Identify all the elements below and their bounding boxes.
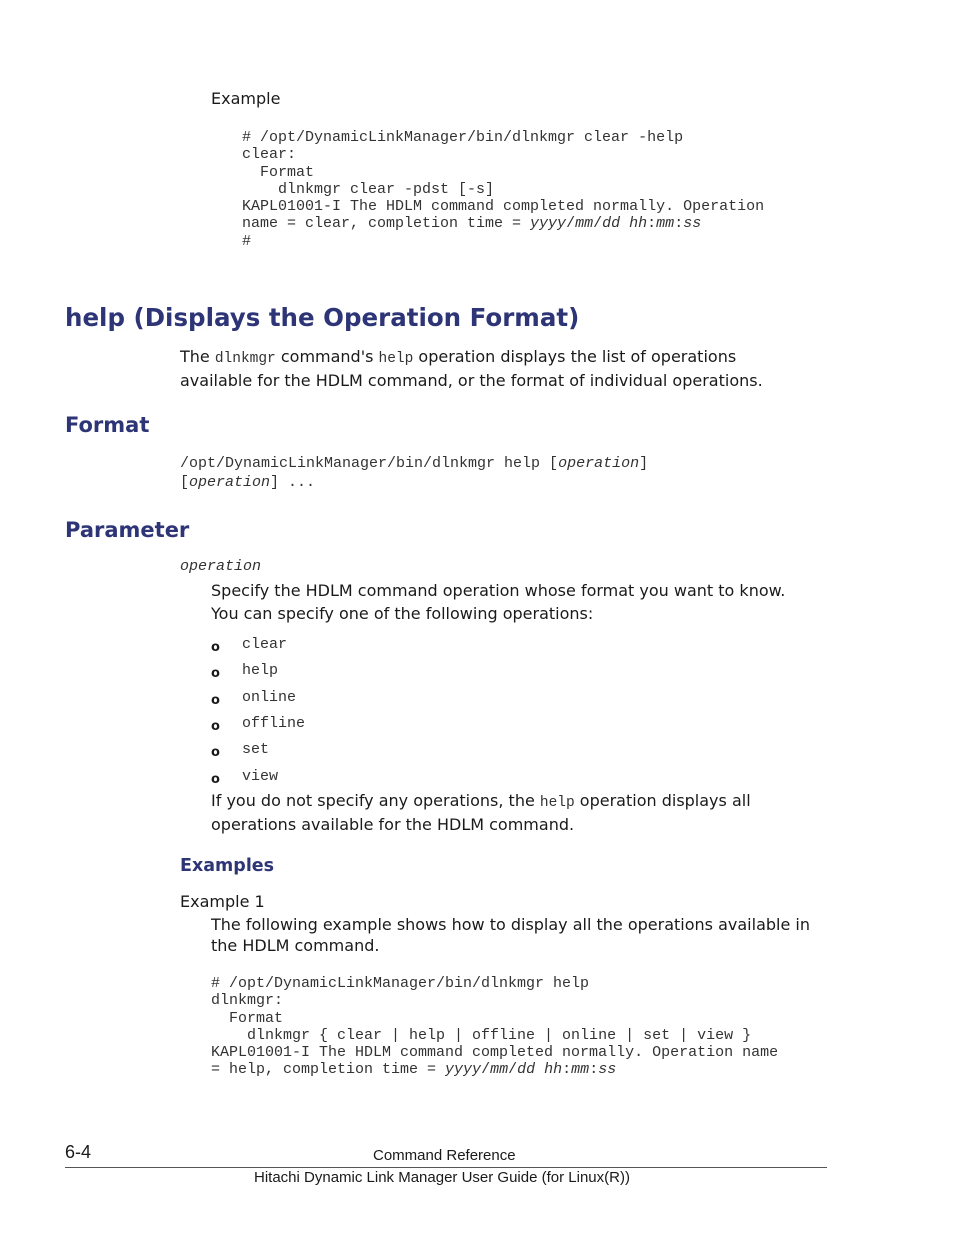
time-placeholder: yyyy <box>530 215 567 233</box>
syntax-text: [ <box>180 474 190 491</box>
code-text <box>620 215 629 232</box>
bullet-icon: o <box>211 693 220 708</box>
code-line: dlnkmgr clear -pdst [-s] <box>242 180 495 198</box>
list-item-text: clear <box>242 636 288 653</box>
format-heading: Format <box>65 413 150 437</box>
code-line: dlnkmgr: <box>211 992 284 1010</box>
list-item <box>211 768 279 787</box>
code-line: Format <box>242 163 315 181</box>
code-line: Format <box>211 1009 284 1027</box>
time-placeholder: mm <box>490 1061 509 1079</box>
list-item <box>211 741 270 760</box>
code-line: KAPL01001-I The HDLM command completed normally. Operation <box>242 198 765 216</box>
footer-chapter: Command Reference <box>373 1147 516 1164</box>
parameter-desc-2: You can specify one of the following operations: <box>211 604 594 623</box>
time-placeholder: dd <box>602 215 621 233</box>
examples-heading: Examples <box>180 856 275 876</box>
time-placeholder: ss <box>598 1061 617 1079</box>
syntax-text: ] ... <box>270 474 316 491</box>
note-line-2: operations available for the HDLM command. <box>211 815 575 834</box>
code-text: : <box>589 1061 599 1079</box>
parameter-term <box>180 558 261 575</box>
code-text: / <box>593 215 603 233</box>
code-line: # /opt/DynamicLinkManager/bin/dlnkmgr help <box>211 975 590 992</box>
list-item-text: set <box>242 741 270 758</box>
time-placeholder: mm <box>575 215 594 233</box>
code-line: clear: <box>242 146 297 164</box>
parameter-heading: Parameter <box>65 518 190 542</box>
syntax-line-2 <box>180 473 648 492</box>
intro-text: operation displays the list of operations <box>413 347 737 366</box>
list-item <box>211 715 306 734</box>
intro-line-1 <box>180 346 840 370</box>
code-text <box>535 1061 544 1078</box>
example1-desc-line-2: the HDLM command. <box>211 936 380 955</box>
code-text: name = clear, completion time = <box>242 215 531 233</box>
code-text: / <box>566 215 576 233</box>
code-line: # /opt/DynamicLinkManager/bin/dlnkmgr clear -help <box>242 129 684 146</box>
code-text: : <box>674 215 684 233</box>
bullet-icon: o <box>211 772 220 787</box>
code-line-completion-time <box>242 215 764 232</box>
time-placeholder: yyyy <box>445 1061 482 1079</box>
example1-desc-line-1: The following example shows how to display all the operations available in <box>211 915 810 934</box>
code-line: KAPL01001-I The HDLM command completed normally. Operation name <box>211 1044 779 1062</box>
bullet-icon: o <box>211 640 220 655</box>
page-number: 6-4 <box>65 1142 92 1162</box>
top-example-code-block <box>242 129 764 250</box>
time-placeholder: ss <box>683 215 702 233</box>
intro-text: The <box>180 347 215 366</box>
intro-text: command's <box>275 347 379 366</box>
code-text: / <box>481 1061 491 1079</box>
format-syntax <box>180 454 648 492</box>
parameter-term-text: operation <box>180 558 262 575</box>
list-item <box>211 689 297 708</box>
example1-code-block <box>211 975 778 1079</box>
note-text: If you do not specify any operations, the <box>211 791 540 810</box>
footer-divider <box>65 1167 827 1168</box>
code-text: / <box>508 1061 518 1079</box>
code-text: : <box>562 1061 572 1079</box>
syntax-text: /opt/DynamicLinkManager/bin/dlnkmgr help [ <box>180 455 559 472</box>
bullet-icon: o <box>211 666 220 681</box>
inline-code: help <box>539 795 575 811</box>
time-placeholder: mm <box>656 215 675 233</box>
syntax-placeholder: operation <box>558 455 640 472</box>
footer-book-title: Hitachi Dynamic Link Manager User Guide (for Linux(R)) <box>254 1169 630 1186</box>
code-text: : <box>647 215 657 233</box>
note-line-1 <box>211 790 831 814</box>
list-item <box>211 636 288 655</box>
bullet-icon: o <box>211 719 220 734</box>
time-placeholder: mm <box>571 1061 590 1079</box>
time-placeholder: dd <box>517 1061 536 1079</box>
section-title: help (Displays the Operation Format) <box>65 303 580 332</box>
bullet-icon: o <box>211 745 220 760</box>
example1-description <box>211 914 851 956</box>
note-text: operation displays all <box>574 791 751 810</box>
code-line-completion-time <box>211 1061 778 1078</box>
inline-code: dlnkmgr <box>214 351 276 367</box>
example1-label: Example 1 <box>180 892 265 911</box>
list-item-text: offline <box>242 715 306 732</box>
section-intro <box>180 346 840 391</box>
code-line: # <box>242 232 252 250</box>
code-line: dlnkmgr { clear | help | offline | online | set | view } <box>211 1026 752 1044</box>
list-item-text: online <box>242 689 297 706</box>
intro-line-2: available for the HDLM command, or the format of individual operations. <box>180 371 763 390</box>
time-placeholder: hh <box>544 1061 563 1079</box>
parameter-desc-1: Specify the HDLM command operation whose format you want to know. <box>211 581 786 600</box>
code-text: = help, completion time = <box>211 1061 446 1079</box>
inline-code: help <box>378 351 414 367</box>
list-item <box>211 662 279 681</box>
parameter-note <box>211 790 831 835</box>
list-item-text: view <box>242 768 279 785</box>
syntax-text: ] <box>639 455 649 472</box>
syntax-placeholder: operation <box>189 474 271 491</box>
syntax-line-1 <box>180 454 648 473</box>
list-item-text: help <box>242 662 279 679</box>
example-label: Example <box>211 89 281 108</box>
time-placeholder: hh <box>629 215 648 233</box>
